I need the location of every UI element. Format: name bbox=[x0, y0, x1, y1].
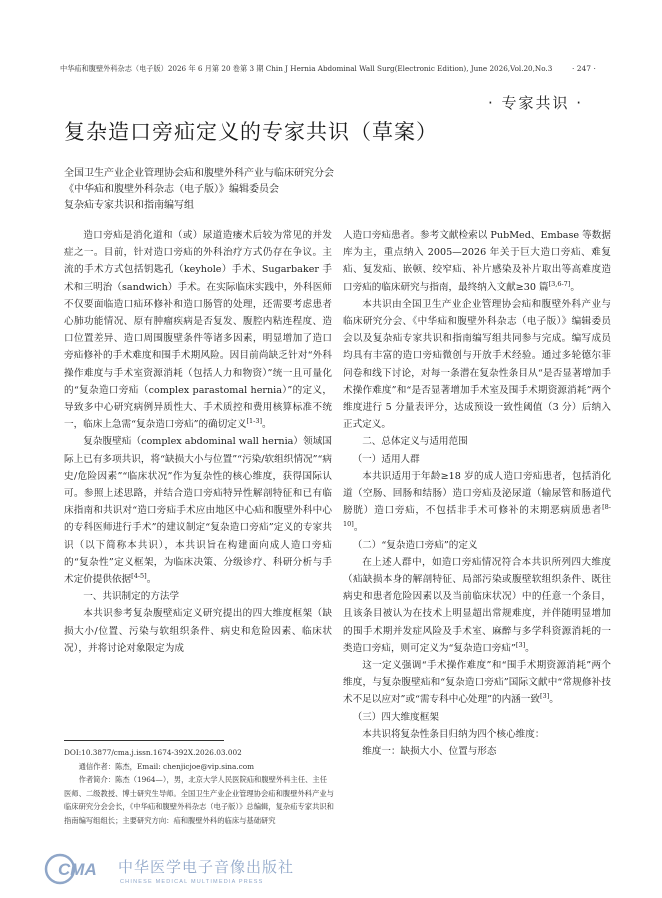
paragraph-tail: 。 bbox=[549, 694, 559, 706]
citation-ref: [3] bbox=[540, 692, 550, 701]
author-block bbox=[64, 166, 334, 214]
paragraph-text: 人造口旁疝患者。参考文献检索以 PubMed、Embase 等数据库为主，重点纳入 2005—2026 年关于巨大造口旁疝、难复疝、复发疝、嵌顿、绞窄疝、补片感染及补片取出等高难度造口旁疝的临床研究与指南，最终纳入文献≥30 篇 bbox=[343, 230, 611, 293]
subsection-heading bbox=[343, 451, 611, 468]
body-paragraph bbox=[343, 726, 611, 743]
author-line: 全国卫生产业企业管理协会疝和腹壁外科产业与临床研究分会 bbox=[64, 168, 334, 179]
paragraph-tail: 。 bbox=[262, 419, 272, 431]
section-heading bbox=[64, 588, 332, 605]
body-paragraph bbox=[343, 468, 611, 537]
body-paragraph bbox=[64, 433, 332, 588]
paragraph-tail: 。 bbox=[570, 281, 580, 293]
paragraph-text: 二、总体定义与适用范围 bbox=[362, 436, 468, 448]
body-paragraph bbox=[343, 657, 611, 709]
right-column bbox=[343, 227, 611, 760]
article-title: 复杂造口旁疝定义的专家共识（草案） bbox=[64, 120, 438, 144]
paragraph-tail: 。 bbox=[525, 642, 535, 654]
footnote-line: DOI:10.3877/cma.j.issn.1674-392X.2026.03.002 bbox=[64, 748, 242, 757]
left-column bbox=[64, 227, 332, 657]
section-label: · 专家共识 · bbox=[488, 94, 584, 112]
subsection-heading bbox=[343, 537, 611, 554]
author-line: 复杂疝专家共识和指南编写组 bbox=[64, 200, 194, 211]
paragraph-text: 本共识适用于年龄≥18 岁的成人造口旁疝患者，包括消化道（空肠、回肠和结肠）造口旁疝及泌尿道（输尿管和肠道代膀胱）造口旁疝，不包括非手术可修补的末期恶病质患者 bbox=[343, 470, 611, 517]
section-heading bbox=[343, 433, 611, 450]
logo-mark: CMA bbox=[58, 860, 97, 879]
citation-ref: [3] bbox=[515, 640, 526, 649]
paragraph-text: （三）四大维度框架 bbox=[352, 711, 439, 723]
author-line: 《中华疝和腹壁外科杂志（电子版）》编辑委员会 bbox=[64, 184, 279, 195]
paragraph-continued bbox=[343, 227, 611, 296]
footnote-line: 作者简介：陈杰（1964—），男，北京大学人民医院疝和腹壁外科主任、主任医师、二级教授、博士研究生导师。全国卫生产业企业管理协会疝和腹壁外科产业与临床研究分会会长，《中华疝和腹壁外科杂志（电子版）》总编辑，复杂疝专家共识和指南编写组组长；主要研究方向：疝和腹壁外科的临床与基础研究 bbox=[64, 775, 334, 825]
paragraph-text: 这一定义强调“手术操作难度”和“围手术期资源消耗”两个维度，与复杂腹壁疝和“复杂造口旁疝”国际文献中“常规修补技术不足以应对”或“需专科中心处理”的内涵一致 bbox=[343, 660, 611, 706]
paragraph-text: 复杂腹壁疝（complex abdominal wall hernia）领域国际上已有多项共识，将“缺损大小与位置”“污染/软组织情况”“病史/危险因素”“临床状况”作为复杂性的核心维度，获得国际认可。参照上述思路，并结合造口旁疝特异性解剖特征和已有临床指南和共识对“造口旁疝手术应由地区中心疝和腹壁外科中心的专科医师进行手术”的建议制定“复杂造口旁疝”定义的专家共识（以下简称本共识），本共识旨在构建面向成人造口旁疝的“复杂性”定义框架，为临床决策、分级诊疗、科研分析与手术定价提供依据 bbox=[64, 436, 332, 586]
body-paragraph bbox=[64, 227, 332, 433]
publisher-logo bbox=[38, 852, 338, 890]
footnote-divider bbox=[64, 740, 224, 741]
logo-name-en: CHINESE MEDICAL MULTIMEDIA PRESS bbox=[120, 879, 264, 885]
paragraph-text: （一）适用人群 bbox=[352, 453, 420, 465]
paragraph-text: 在上述人群中，如造口旁疝情况符合本共识所列四大维度（疝缺损本身的解剖特征、局部污染或腹壁软组织条件、既往病史和患者危险因素以及当前临床状况）中的任意一个条目，且该条目被认为在技术上明显超出常规难度，并伴随明显增加的围手术期并发症风险及手术室、麻醉与多学科资源消耗的一类造口旁疝，则可定义为“复杂造口旁疝” bbox=[343, 556, 611, 654]
paragraph-text: 一、共识制定的方法学 bbox=[83, 591, 180, 603]
paragraph-text: 造口旁疝是消化道和（或）尿道造瘘术后较为常见的并发症之一。目前，针对造口旁疝的外科治疗方式仍存在争议。主流的手术方式包括钥匙孔（keyhole）手术、Sugarbaker 手术和三明治（sandwich）手术。在实际临床实践中，外科医师不仅要面临造口疝环修补和造口肠管的处理，还需要考虑患者心肺功能情况、原有肿瘤疾病是否复发、腹腔内粘连程度、造口位置差异、造口周围腹壁条件等诸多因素，明显增加了造口旁疝修补的手术难度和围手术期风险。因目前尚缺乏针对“外科操作难度与手术室资源消耗（包括人力和物资）”统一且可量化的“复杂造口旁疝（complex parastomal hernia）”的定义，导致多中心研究病例异质性大、手术质控和费用核算标准不统一，临床上急需“复杂造口旁疝”的确切定义 bbox=[64, 230, 332, 431]
body-paragraph bbox=[343, 296, 611, 434]
body-paragraph bbox=[343, 743, 611, 760]
body-paragraph bbox=[343, 554, 611, 657]
citation-ref: [4-5] bbox=[131, 571, 147, 580]
paragraph-text: 维度一：缺损大小、位置与形态 bbox=[362, 746, 497, 758]
paragraph-text: 本共识参考复杂腹壁疝定义研究提出的四大维度框架（缺损大小/位置、污染与软组织条件、病史和危险因素、临床状况），并将讨论对象限定为成 bbox=[64, 608, 332, 654]
footnotes bbox=[64, 746, 334, 827]
footnote-line: 通信作者：陈杰，Email: chenjicjoe@vip.sina.com bbox=[78, 761, 255, 771]
paragraph-text: 本共识将复杂性条目归纳为四个核心维度： bbox=[362, 728, 545, 740]
running-header: 中华疝和腹壁外科杂志（电子版）2026 年 6 月第 20 卷第 3 期 Chin J Hernia Abdominal Wall Surg(Electronic Edition), June 2026,Vol.20,No.3 bbox=[60, 64, 553, 73]
paragraph-tail: 。 bbox=[146, 574, 157, 586]
logo-name-cn: 中华医学电子音像出版社 bbox=[118, 858, 295, 876]
paragraph-text: （二）“复杂造口旁疝”的定义 bbox=[352, 539, 478, 551]
citation-ref: [3,6-7] bbox=[548, 279, 571, 288]
subsection-heading bbox=[343, 709, 611, 726]
paragraph-tail: 。 bbox=[353, 522, 364, 534]
body-paragraph bbox=[64, 605, 332, 657]
citation-ref: [8-10] bbox=[343, 503, 611, 529]
citation-ref: [1-3] bbox=[246, 417, 263, 426]
paragraph-text: 本共识由全国卫生产业企业管理协会疝和腹壁外科产业与临床研究分会、《中华疝和腹壁外科杂志（电子版）》编辑委员会以及复杂疝专家共识和指南编写组共同参与完成。编写成员均具有丰富的造口旁疝微创与开放手术经验。通过多轮德尔菲问卷和线下讨论，对每一条潜在复杂性条目从“是否显著增加手术操作难度”和“是否显著增加手术室及围手术期资源消耗”两个维度进行 5 分量表评分，达成预设一致性阈值（3 分）后纳入正式定义。 bbox=[343, 298, 611, 431]
page-number: · 247 · bbox=[572, 64, 596, 73]
